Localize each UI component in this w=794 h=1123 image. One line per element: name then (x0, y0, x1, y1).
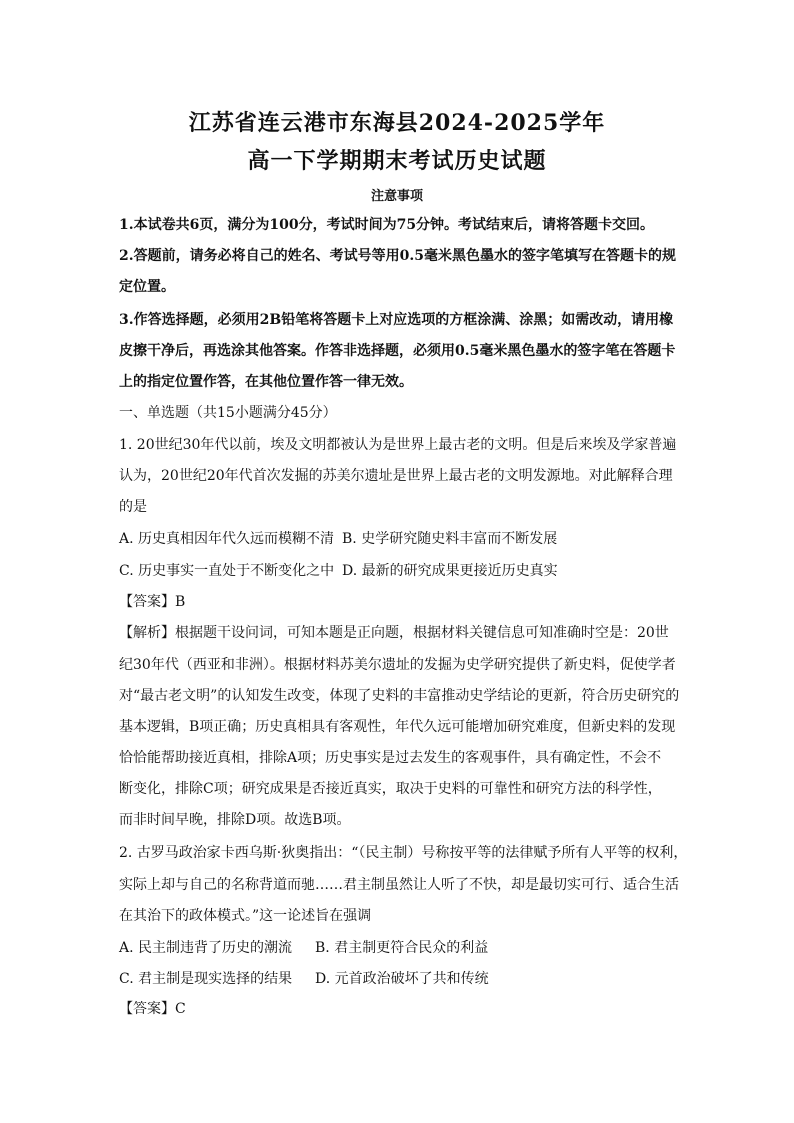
q1-option-b: B. 史学研究随史料丰富而不断发展 (342, 531, 558, 547)
q1-option-a: A. 历史真相因年代久远而模糊不清 (119, 531, 335, 547)
notice-line: 上的指定位置作答，在其他位置作答一律无效。 (119, 374, 413, 390)
q1-analysis-line: 断变化，排除C项；研究成果是否接近真实，取决于史料的可靠性和研究方法的科学性， (119, 781, 662, 797)
q1-analysis-line: 基本逻辑，B项正确；历史真相具有客观性，年代久远可能增加研究难度，但新史料的发现 (119, 719, 676, 735)
q1-option-c: C. 历史事实一直处于不断变化之中 (119, 563, 335, 579)
q2-option-a: A. 民主制违背了历史的潮流 (119, 940, 293, 956)
notice-line: 皮擦干净后，再选涂其他答案。作答非选择题，必须用0.5毫米黑色墨水的签字笔在答题卡 (119, 343, 676, 359)
section-heading: 一、单选题（共15小题满分45分） (119, 405, 337, 421)
notice-line: 2.答题前，请务必将自己的姓名、考试号等用0.5毫米黑色墨水的签字笔填写在答题卡的规 (119, 248, 676, 264)
q1-stem-line: 认为，20世纪20年代首次发掘的苏美尔遗址是世界上最古老的文明发源地。对此解释合理 (119, 468, 673, 484)
q1-stem-line: 的是 (119, 499, 147, 515)
exam-title: 江苏省连云港市东海县2024-2025学年 (188, 110, 606, 136)
notice-line: 1.本试卷共6页，满分为100分，考试时间为75分钟。考试结束后，请将答题卡交回。 (119, 217, 655, 233)
exam-subtitle-title: 高一下学期期末考试历史试题 (247, 148, 547, 174)
q2-stem-line: 2. 古罗马政治家卡西乌斯·狄奥指出：“（民主制）号称按平等的法律赋予所有人平等的权利， (119, 845, 688, 861)
q1-analysis-line: 而非时间早晚，排除D项。故选B项。 (119, 812, 351, 828)
q1-option-d: D. 最新的研究成果更接近历史真实 (342, 563, 558, 579)
q2-option-b: B. 君主制更符合民众的利益 (315, 940, 489, 956)
q2-option-c: C. 君主制是现实选择的结果 (119, 971, 293, 987)
q1-answer: 【答案】B (119, 594, 186, 610)
q1-analysis-line: 【解析】根据题干设问词，可知本题是正向题，根据材料关键信息可知准确时空是：20世 (119, 625, 669, 641)
notice-line: 定位置。 (119, 279, 175, 295)
q1-analysis-line: 对“最古老文明”的认知发生改变，体现了史料的丰富推动史学结论的更新，符合历史研究的 (119, 688, 680, 704)
notice-heading: 注意事项 (370, 189, 423, 204)
notice-line: 3.作答选择题，必须用2B铅笔将答题卡上对应选项的方框涂满、涂黑；如需改动，请用橡 (119, 312, 674, 328)
q2-answer: 【答案】C (119, 1001, 186, 1017)
q2-stem-line: 在其治下的政体模式。”这一论述旨在强调 (119, 908, 372, 924)
q1-analysis-line: 纪30年代（西亚和非洲）。根据材料苏美尔遗址的发掘为史学研究提供了新史料，促使学者 (119, 657, 676, 673)
q1-analysis-line: 恰恰能帮助接近真相，排除A项；历史事实是过去发生的客观事件，具有确定性，不会不 (119, 750, 662, 766)
q2-option-d: D. 元首政治破坏了共和传统 (315, 971, 489, 987)
q2-stem-line: 实际上却与自己的名称背道而驰……君主制虽然让人听了不快，却是最切实可行、适合生活 (119, 877, 679, 893)
q1-stem-line: 1. 20世纪30年代以前，埃及文明都被认为是世界上最古老的文明。但是后来埃及学家普遍 (119, 437, 677, 453)
